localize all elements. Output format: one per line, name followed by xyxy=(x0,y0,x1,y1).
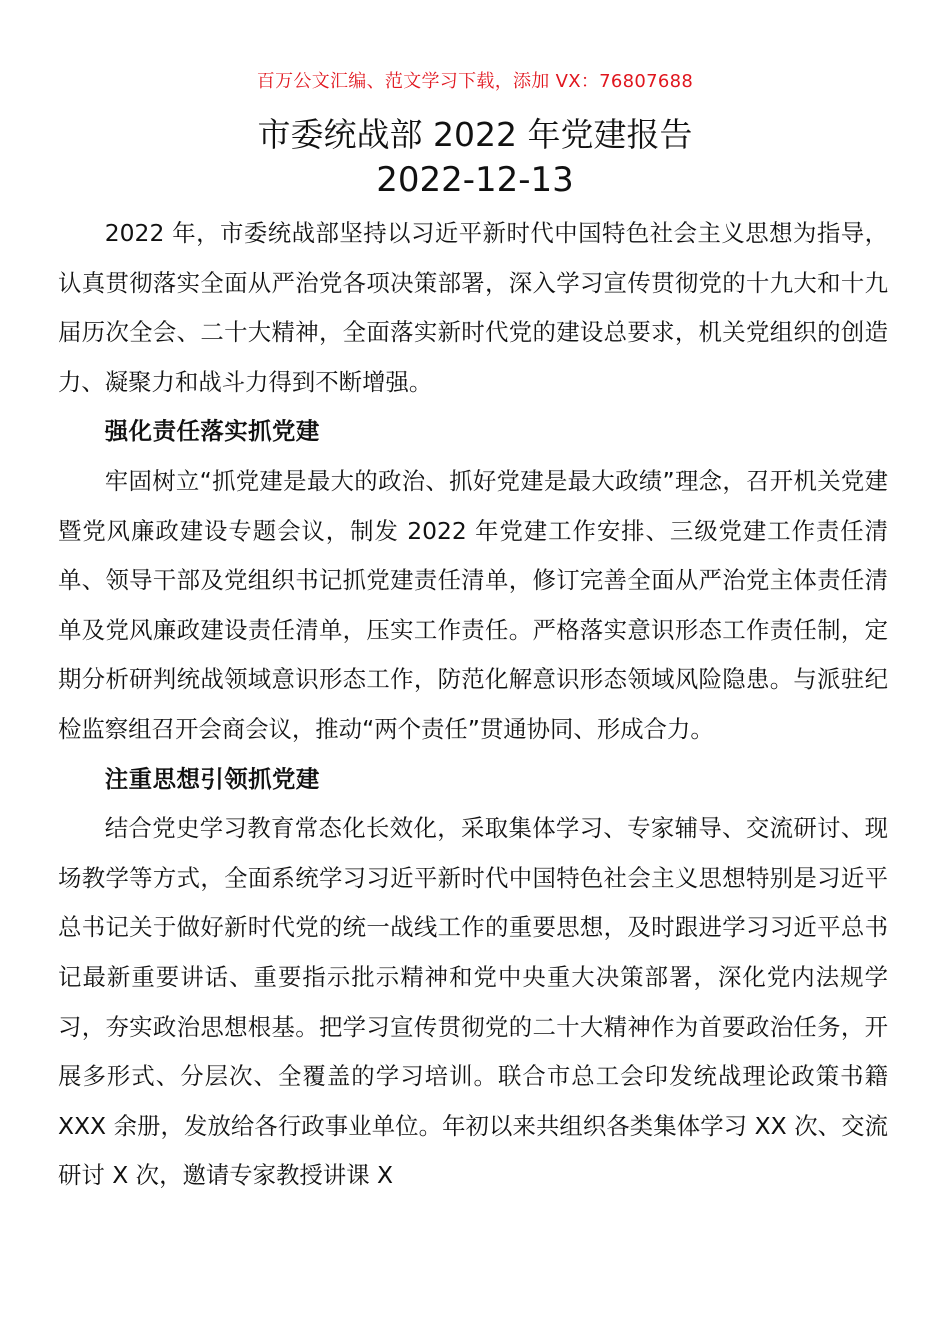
document-title: 市委统战部 2022 年党建报告 xyxy=(257,115,693,154)
promo-banner: 百万公文汇编、范文学习下载，添加 VX：76807688 xyxy=(256,71,694,92)
section-paragraph: 结合党史学习教育常态化长效化，采取集体学习、专家辅导、交流研讨、现场教学等方式，全面系统学习习近平新时代中国特色社会主义思想特别是习近平总书记关于做好新时代党的统一战线工作的重要思想，及时跟进学习习近平总书记最新重要讲话、重要指示批示精神和党中央重大决策部署，深化党内法规学习，夯实政治思想根基。把学习宣传贯彻党的二十大精神作为首要政治任务，开展多形式、分层次、全覆盖的学习培训。联合市总工会印发统战理论政策书籍 XXX 余册，发放给各行政事业单位。年初以来共组织各类集体学习 XX 次、交流研讨 X 次，邀请专家教授讲课 X xyxy=(58,814,888,1190)
section-paragraph: 牢固树立“抓党建是最大的政治、抓好党建是最大政绩”理念，召开机关党建暨党风廉政建设专题会议，制发 2022 年党建工作安排、三级党建工作责任清单、领导干部及党组织书记抓党建责任清单，修订完善全面从严治党主体责任清单及党风廉政建设责任清单，压实工作责任。严格落实意识形态工作责任制，定期分析研判统战领域意识形态工作，防范化解意识形态领域风险隐患。与派驻纪检监察组召开会商会议，推动“两个责任”贯通协同、形成合力。 xyxy=(58,466,888,743)
document-body xyxy=(58,209,888,1201)
section-heading: 强化责任落实抓党建 xyxy=(104,417,320,446)
section-heading: 注重思想引领抓党建 xyxy=(104,764,320,793)
document-date: 2022-12-13 xyxy=(376,160,574,200)
intro-paragraph: 2022 年，市委统战部坚持以习近平新时代中国特色社会主义思想为指导，认真贯彻落实全面从严治党各项决策部署，深入学习宣传贯彻党的十九大和十九届历次全会、二十大精神，全面落实新时代党的建设总要求，机关党组织的创造力、凝聚力和战斗力得到不断增强。 xyxy=(58,219,888,396)
